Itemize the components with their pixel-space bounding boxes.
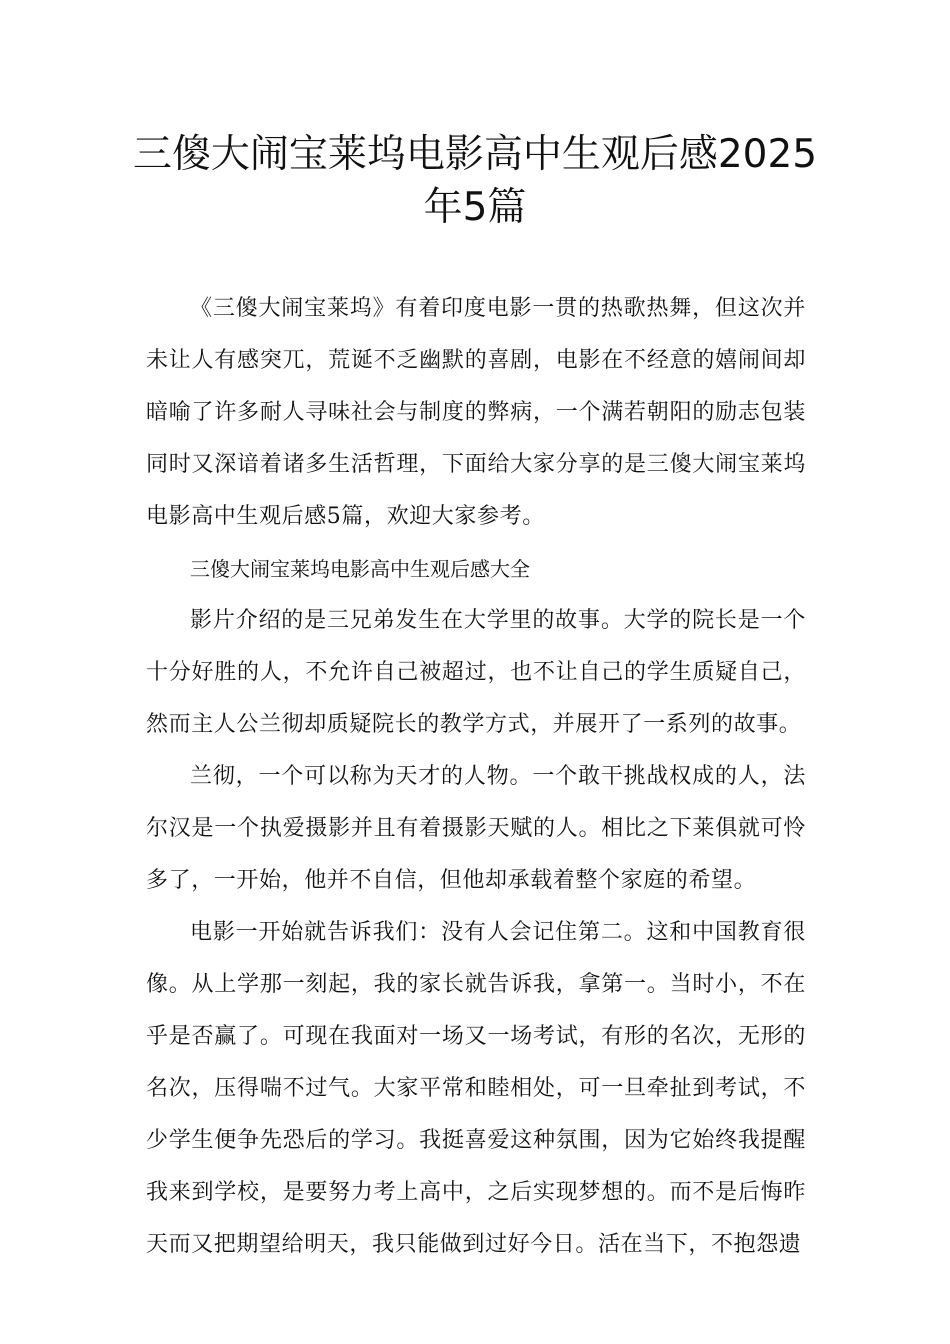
body-paragraph: 影片介绍的是三兄弟发生在大学里的故事。大学的院长是一个十分好胜的人，不允许自己被超过，也不让自己的学生质疑自己，然而主人公兰彻却质疑院长的教学方式，并展开了一系列的故事。 (146, 608, 806, 737)
body-paragraph: 电影一开始就告诉我们：没有人会记住第二。这和中国教育很像。从上学那一刻起，我的家长就告诉我，拿第一。当时小，不在乎是否赢了。可现在我面对一场又一场考试，有形的名次，无形的名次，压得喘不过气。大家平常和睦相处，可一旦牵扯到考试，不少学生便争先恐后的学习。我挺喜爱这种氛围，因为它始终我提醒我来到学校，是要努力考上高中，之后实现梦想的。而不是后悔昨天而又把期望给明天，我只能做到过好今日。活在当下，不抱怨遗 (146, 920, 806, 1257)
document-body (146, 283, 806, 1271)
section-heading: 三傻大闹宝莱坞电影高中生观后感大全 (190, 557, 530, 581)
body-paragraph: 兰彻，一个可以称为天才的人物。一个敢干挑战权成的人，法尔汉是一个执爱摄影并且有着摄影天赋的人。相比之下莱俱就可怜多了，一开始，他并不自信，但他却承载着整个家庭的希望。 (146, 764, 806, 893)
intro-paragraph: 《三傻大闹宝莱坞》有着印度电影一贯的热歌热舞，但这次并未让人有感突兀，荒诞不乏幽默的喜剧，电影在不经意的嬉闹间却暗喻了许多耐人寻味社会与制度的弊病，一个满若朝阳的励志包装同时又深谙着诸多生活哲理，下面给大家分享的是三傻大闹宝莱坞电影高中生观后感5篇，欢迎大家参考。 (146, 296, 806, 529)
document-title: 三傻大闹宝莱坞电影高中生观后感2025年5篇 (132, 132, 818, 230)
